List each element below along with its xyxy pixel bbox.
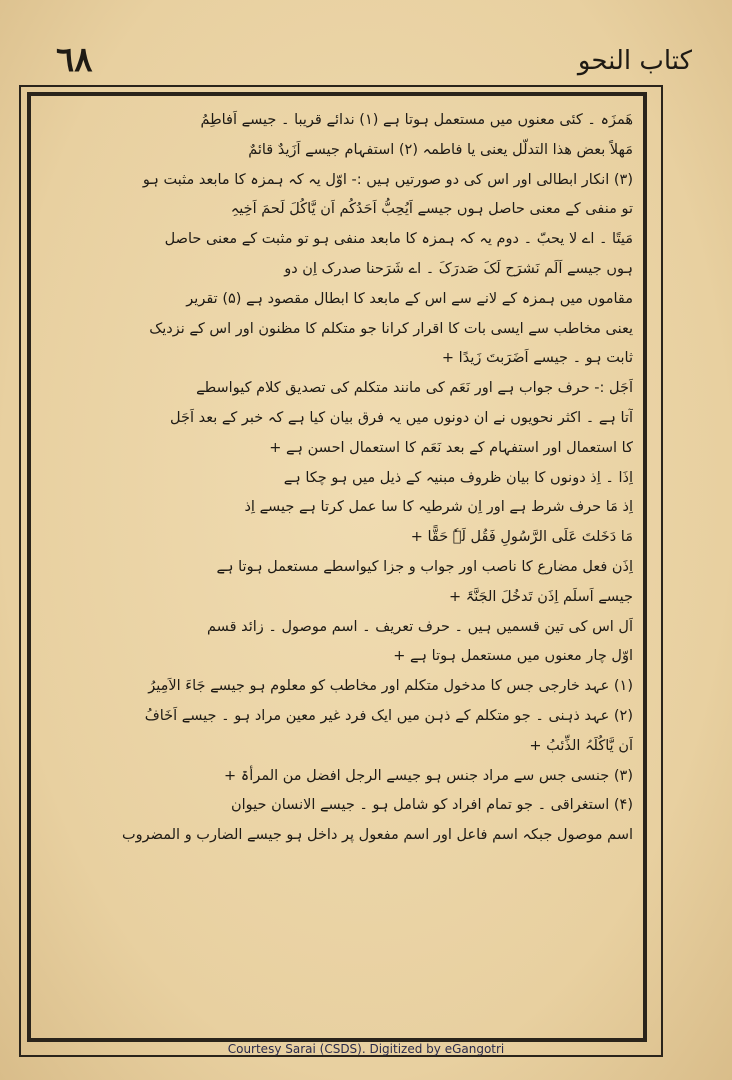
text-line: اَل اس کی تین قسمیں ہیں ۔ حرف تعریف ۔ اسم موصول ۔ زائد قسم bbox=[206, 618, 633, 635]
text-line: ہوں جیسے اَلَم نَشرَح لَکَ صَدرَکَ ۔ اے شَرَحنا صدرک اِن دو bbox=[284, 260, 633, 277]
text-line: ثابت ہو ۔ جیسے اَضَرَبتَ زَیدًا + bbox=[441, 350, 633, 367]
running-head: کتاب النحو bbox=[577, 46, 692, 76]
text-line: اسم موصول جبکہ اسم فاعل اور اسم مفعول پر داخل ہو جیسے الضارب و المضروب bbox=[122, 827, 633, 844]
text-line: مَا دَخَلتَ عَلَی الرَّسُولِ فَقُل لَہٗ حَقًّا + bbox=[410, 529, 633, 546]
text-line: یعنی مخاطب سے ایسی بات کا اقرار کرانا جو متکلم کا مظنون اور اس کے نزدیک bbox=[149, 320, 633, 337]
text-line: اِذَن فعل مضارع کا ناصب اور جواب و جزا کیواسطے مستعمل ہوتا ہے bbox=[216, 558, 633, 575]
text-line: (۲) عہد ذہنی ۔ جو متکلم کے ذہن میں ایک فرد غیر معین مراد ہو ۔ جیسے اَخَافُ bbox=[144, 707, 633, 724]
text-line: اوّل چار معنوں میں مستعمل ہوتا ہے + bbox=[393, 648, 633, 665]
text-line: کا استعمال اور استفہام کے بعد نَعَم کا استعمال احسن ہے + bbox=[269, 439, 633, 456]
text-line: (۳) انکار ابطالی اور اس کی دو صورتیں ہیں :- اوّل یہ کہ ہمزہ کا مابعد مثبت ہو bbox=[142, 171, 633, 188]
text-line: اِذ مَا حرف شرط ہے اور اِن شرطیہ کا سا عمل کرتا ہے جیسے اِذ bbox=[244, 499, 633, 516]
text-line: مقاموں میں ہمزہ کے لانے سے اس کے مابعد کا ابطال مقصود ہے (۵) تقریر bbox=[186, 290, 633, 307]
text-line: (۱) عہد خارجی جس کا مدخول متکلم اور مخاطب کو معلوم ہو جیسے جَاءَ الاَمِیرُ bbox=[148, 678, 633, 695]
body-text bbox=[41, 106, 633, 851]
text-line: ھَمزَہ ۔ کئی معنوں میں مستعمل ہوتا ہے (۱) ندائے قریبا ۔ جیسے اَفاطِمُ bbox=[200, 112, 633, 128]
page-number: ٦٨ bbox=[56, 40, 93, 80]
text-line: اِذَا ۔ اِذ دونوں کا بیان ظروف مبنیہ کے ذیل میں ہو چکا ہے bbox=[283, 469, 633, 486]
digitization-credit: Courtesy Sarai (CSDS). Digitized by eGangotri bbox=[227, 1042, 505, 1056]
text-line: تو منفی کے معنی حاصل ہوں جیسے اَیُحِبُّ اَحَدُکُم اَن یَّاکُلَ لَحمَ اَخِیہِ bbox=[230, 201, 633, 218]
text-line: مَھلاً بعض ھذا التدلّل یعنی یا فاطمہ (۲) استفہام جیسے اَزَیدٌ قائمٌ bbox=[248, 141, 633, 158]
text-line: اَجَل :- حرف جواب ہے اور نَعَم کی مانند متکلم کی تصدیق کلام کیواسطے bbox=[196, 380, 633, 397]
text-line: آتا ہے ۔ اکثر نحویوں نے ان دونوں میں یہ فرق بیان کیا ہے کہ خبر کے بعد اَجَل bbox=[170, 409, 633, 426]
text-frame bbox=[27, 92, 647, 1042]
text-line: مَیتًا ۔ اے لا یحبّ ۔ دوم یہ کہ ہمزہ کا مابعد منفی ہو تو مثبت کے معنی حاصل bbox=[164, 231, 633, 248]
text-line: (۳) جنسی جس سے مراد جنس ہو جیسے الرجل افضل من المرأۃ + bbox=[224, 767, 633, 784]
text-line: جیسے اَسلَم اِذَن تَدخُلَ الجَنَّۃَ + bbox=[449, 588, 633, 605]
text-line: (۴) استغراقی ۔ جو تمام افراد کو شامل ہو ۔ جیسے الانسان حیوان bbox=[230, 797, 633, 814]
text-line: اَن یَّاکُلَہُ الذِّئبُ + bbox=[529, 737, 633, 754]
